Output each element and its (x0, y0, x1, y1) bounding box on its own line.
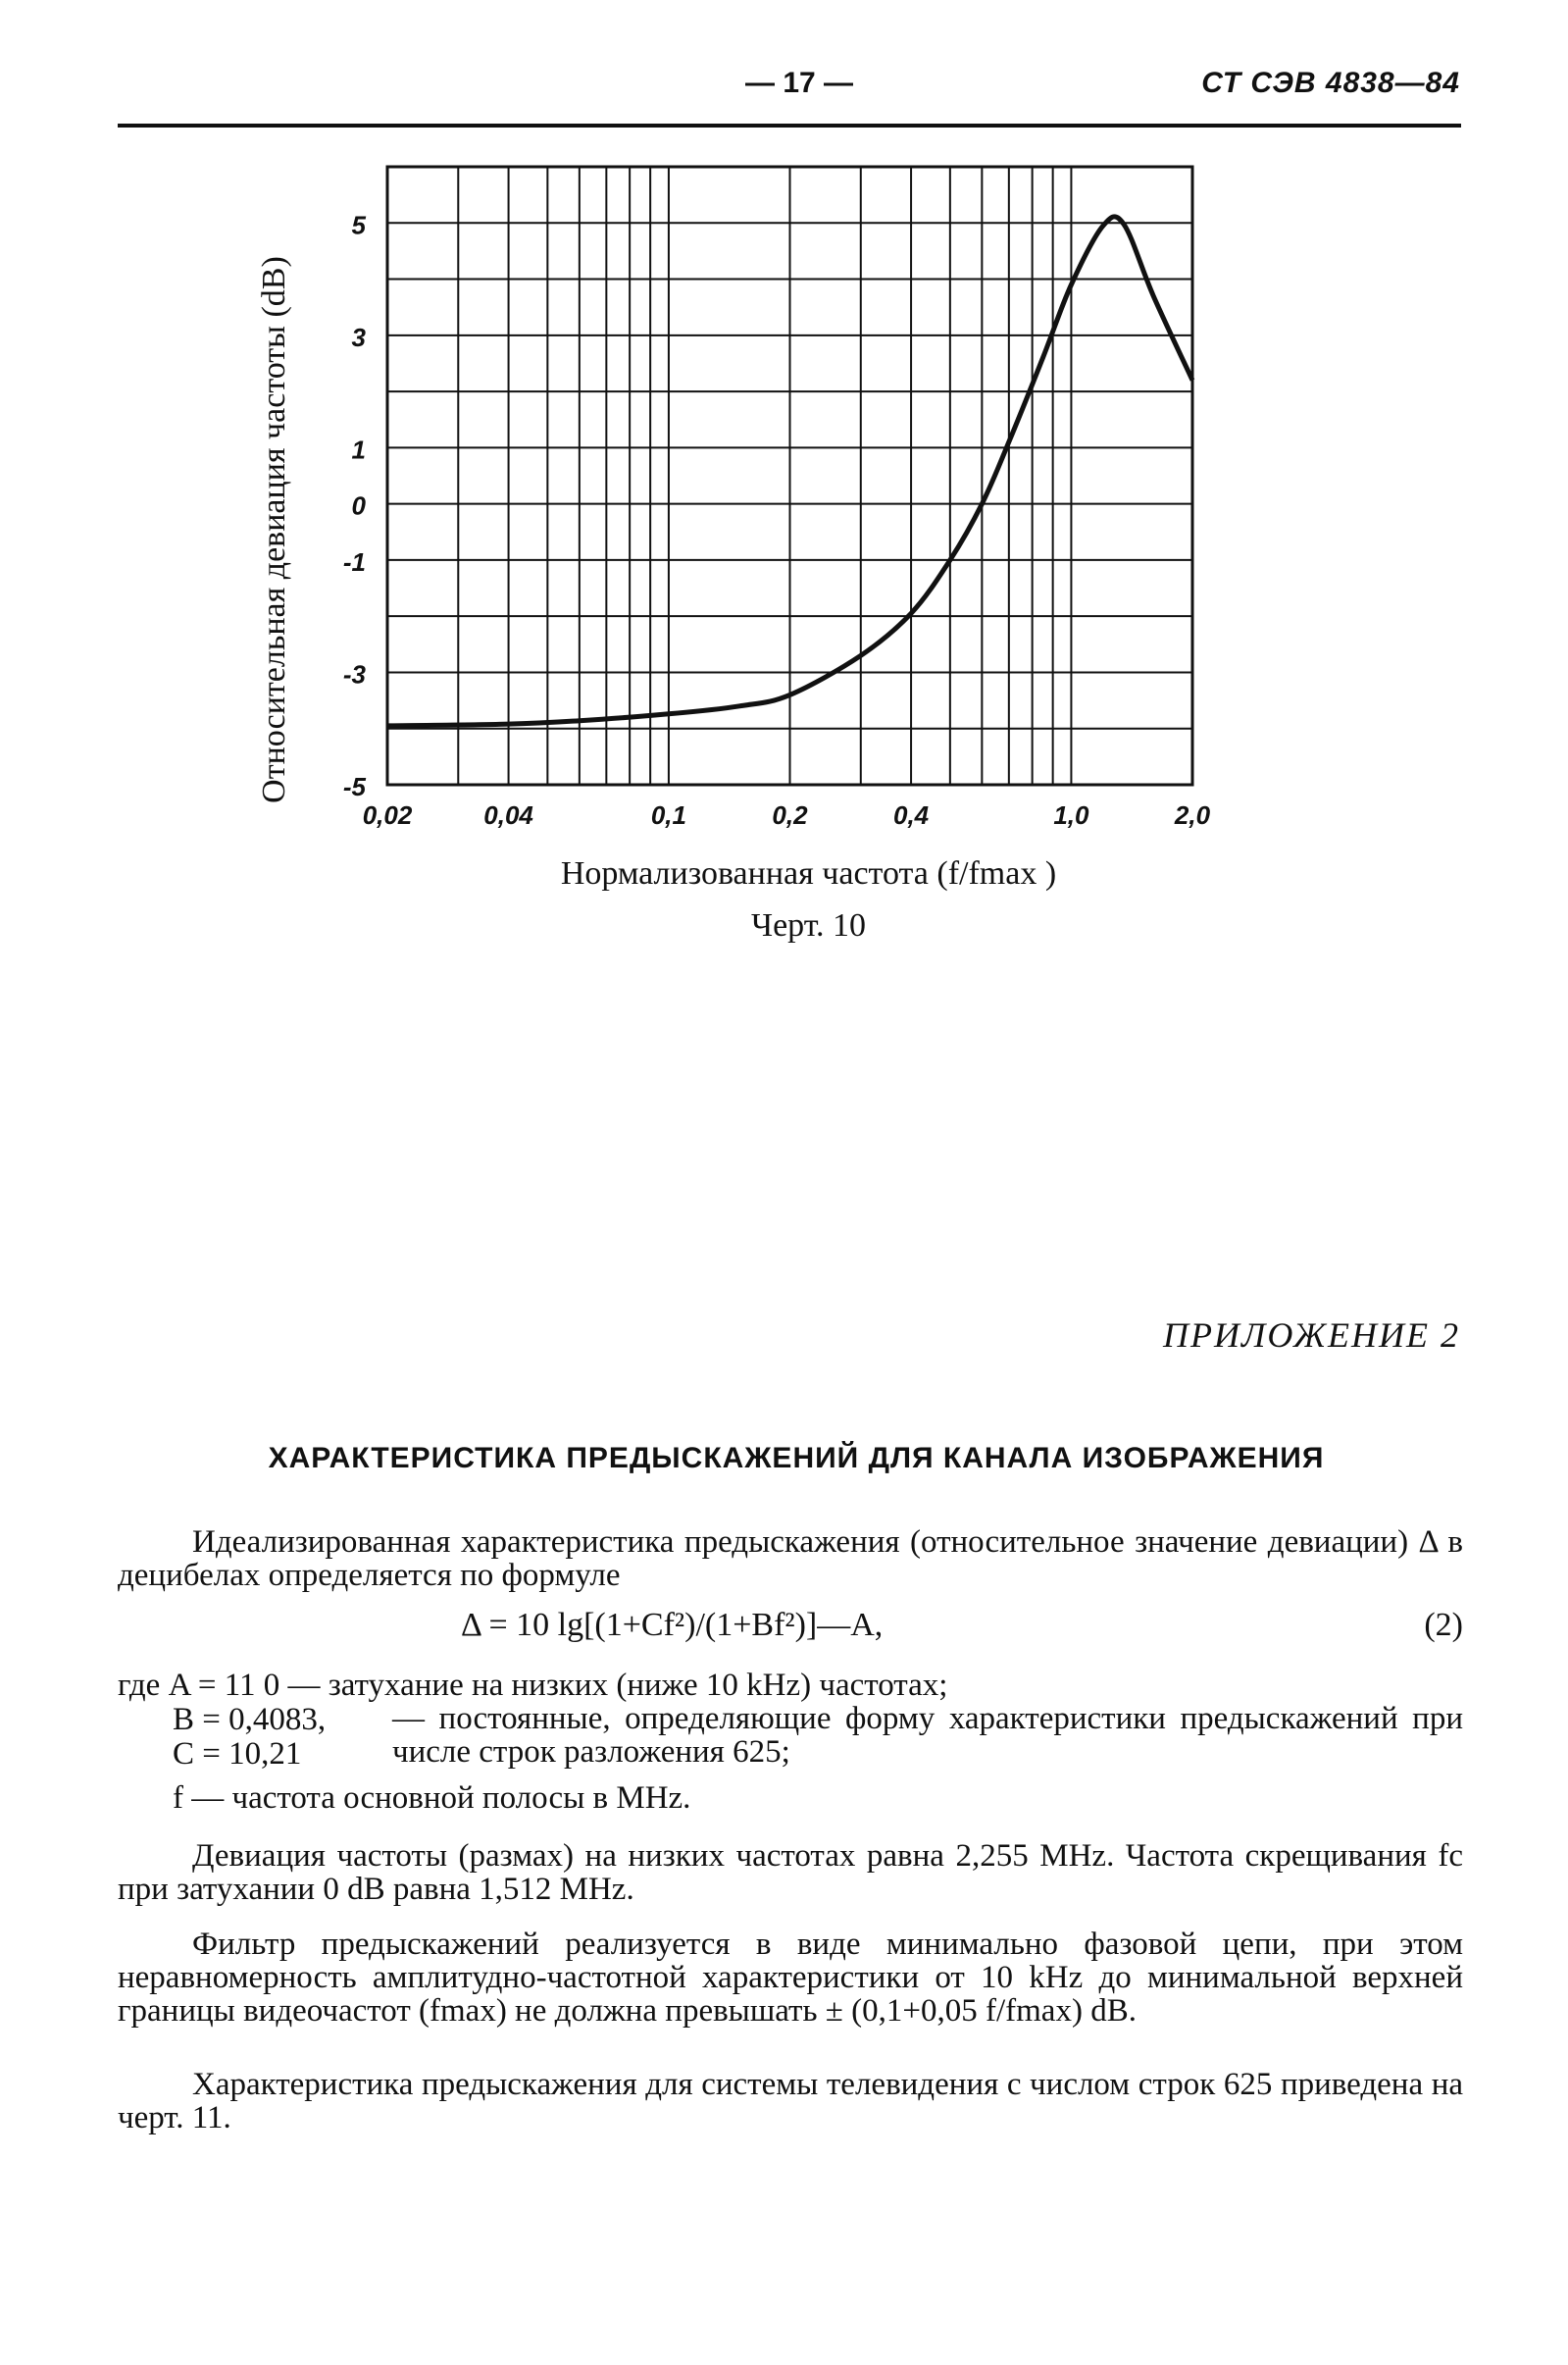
paragraph-deviation-text: Девиация частоты (размах) на низких частотах равна 2,255 MHz. Частота скрещивания fc при затухании 0 dB равна 1,512 MHz. (118, 1838, 1463, 1907)
appendix-label: ПРИЛОЖЕНИЕ 2 (1163, 1315, 1460, 1355)
x-tick-label: 0,4 (892, 800, 930, 830)
x-axis-label: Нормализованная частота (f/fmax ) (560, 855, 1057, 892)
y-tick-label: 0 (351, 490, 366, 521)
y-tick-label: 1 (351, 435, 366, 465)
data-point (1192, 380, 1193, 381)
figure-caption: Черт. 10 (750, 907, 867, 944)
data-point (508, 724, 509, 725)
standard-designation: СТ СЭВ 4838—84 (1201, 67, 1460, 99)
definition-f: f — частота основной полосы в MHz. (173, 1780, 691, 1816)
x-tick-label: 1,0 (1053, 800, 1089, 830)
appendix-title: ХАРАКТЕРИСТИКА ПРЕДЫСКАЖЕНИЙ ДЛЯ КАНАЛА ИЗОБРАЖЕНИЯ (268, 1442, 1325, 1474)
intro-text: Идеализированная характеристика предыскажения (относительное значение девиации) Δ в децибелах определяется по формуле (118, 1524, 1463, 1593)
formula-number: (2) (1424, 1607, 1463, 1643)
preemphasis-chart (0, 0, 1568, 883)
data-point (789, 694, 790, 695)
data-point (579, 720, 580, 721)
paragraph-reference (118, 2068, 1463, 2134)
x-tick-label: 2,0 (1174, 800, 1211, 830)
intro-paragraph (118, 1525, 1463, 1592)
data-point (387, 725, 388, 726)
data-point (1123, 224, 1124, 225)
y-tick-label: -3 (342, 659, 366, 690)
x-tick-label: 0,2 (772, 800, 808, 830)
data-point (668, 713, 669, 714)
data-point (982, 503, 983, 504)
data-point (1153, 295, 1154, 296)
y-tick-label: -5 (342, 772, 366, 801)
x-tick-label: 0,02 (362, 800, 413, 830)
data-point (1042, 357, 1043, 358)
y-tick-label: -1 (342, 546, 366, 577)
data-point (739, 705, 740, 706)
definition-c-value: C = 10,21 (173, 1736, 302, 1772)
paragraph-filter-text: Фильтр предыскажений реализуется в виде минимально фазовой цепи, при этом неравномерность амплитудно-частотной характеристики от 10 kHz до минимальной верхней границы видеочастот (fmax) не должна превышать ± (0,1+0,05 f/fmax) dB. (118, 1927, 1463, 2029)
data-point (949, 559, 950, 560)
definition-a: где A = 11 0 — затухание на низких (ниже 10 kHz) частотах; (118, 1668, 948, 1703)
data-point (1071, 284, 1072, 285)
data-point (1008, 441, 1009, 442)
definition-bc-text: — постоянные, определяющие форму характеристики предыскажений при числе строк разложения 625; (392, 1701, 1463, 1770)
data-point (860, 655, 861, 656)
y-tick-label: 5 (351, 210, 366, 240)
definition-b-value: B = 0,4083, (173, 1702, 327, 1737)
x-tick-label: 0,1 (650, 800, 687, 830)
formula: Δ = 10 lg[(1+Cf²)/(1+Bf²)]—A, (461, 1607, 884, 1643)
data-point (911, 613, 912, 614)
x-tick-label: 0,04 (483, 800, 533, 830)
paragraph-filter (118, 1928, 1463, 2028)
y-axis-label: Относительная девиация частоты (dB) (256, 256, 292, 803)
page-number: — 17 — (745, 67, 854, 99)
paragraph-deviation (118, 1839, 1463, 1906)
paragraph-reference-text: Характеристика предыскажения для системы телевидения с числом строк 625 приведена на черт. 11. (118, 2067, 1463, 2135)
y-tick-label: 3 (351, 322, 366, 352)
data-point (1102, 226, 1103, 227)
